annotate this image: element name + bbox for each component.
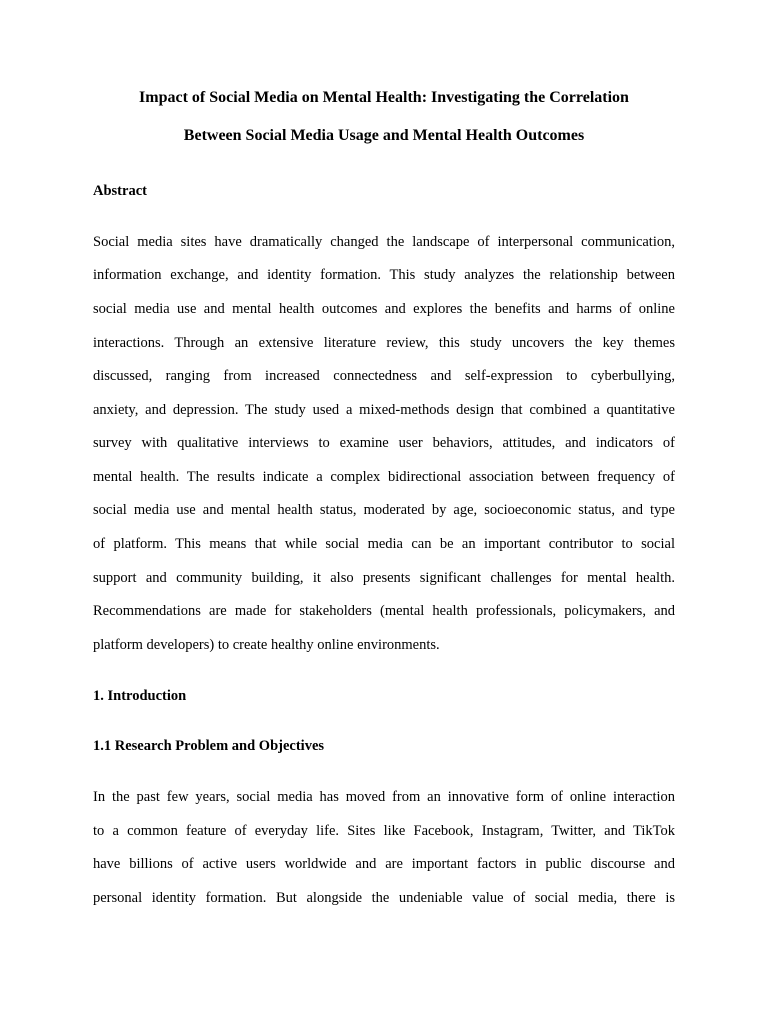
abstract-line: anxiety, and depression. The study used a mixed-methods design that combined a quantitative: [93, 402, 675, 418]
abstract-line: information exchange, and identity formation. This study analyzes the relationship between: [93, 267, 675, 283]
intro-line: In the past few years, social media has moved from an innovative form of online interaction: [93, 789, 675, 805]
abstract-line: interactions. Through an extensive literature review, this study uncovers the key themes: [93, 335, 675, 351]
abstract-line: of platform. This means that while social media can be an important contributor to social: [93, 536, 675, 552]
abstract-line: support and community building, it also presents significant challenges for mental health.: [93, 570, 675, 586]
abstract-line: Recommendations are made for stakeholders (mental health professionals, policymakers, and: [93, 603, 675, 619]
subsection-heading-research-problem: 1.1 Research Problem and Objectives: [93, 738, 325, 754]
abstract-line: social media use and mental health status, moderated by age, socioeconomic status, and type: [93, 502, 675, 518]
abstract-line: social media use and mental health outcomes and explores the benefits and harms of online: [93, 301, 675, 317]
abstract-line: platform developers) to create healthy online environments.: [93, 637, 440, 653]
abstract-line: survey with qualitative interviews to examine user behaviors, attitudes, and indicators of: [93, 435, 675, 451]
document-title-line-1: Impact of Social Media on Mental Health: Investigating the Correlation: [139, 89, 629, 106]
intro-line: have billions of active users worldwide and are important factors in public discourse and: [93, 856, 675, 872]
section-heading-introduction: 1. Introduction: [93, 688, 187, 704]
document-title-line-2: Between Social Media Usage and Mental Health Outcomes: [183, 127, 585, 144]
abstract-line: discussed, ranging from increased connectedness and self-expression to cyberbullying,: [93, 368, 675, 384]
abstract-heading: Abstract: [93, 183, 147, 199]
intro-line: to a common feature of everyday life. Sites like Facebook, Instagram, Twitter, and TikTok: [93, 823, 675, 839]
abstract-line: Social media sites have dramatically changed the landscape of interpersonal communication,: [93, 234, 675, 250]
abstract-line: mental health. The results indicate a complex bidirectional association between frequency of: [93, 469, 675, 485]
intro-line: personal identity formation. But alongside the undeniable value of social media, there is: [93, 890, 675, 906]
